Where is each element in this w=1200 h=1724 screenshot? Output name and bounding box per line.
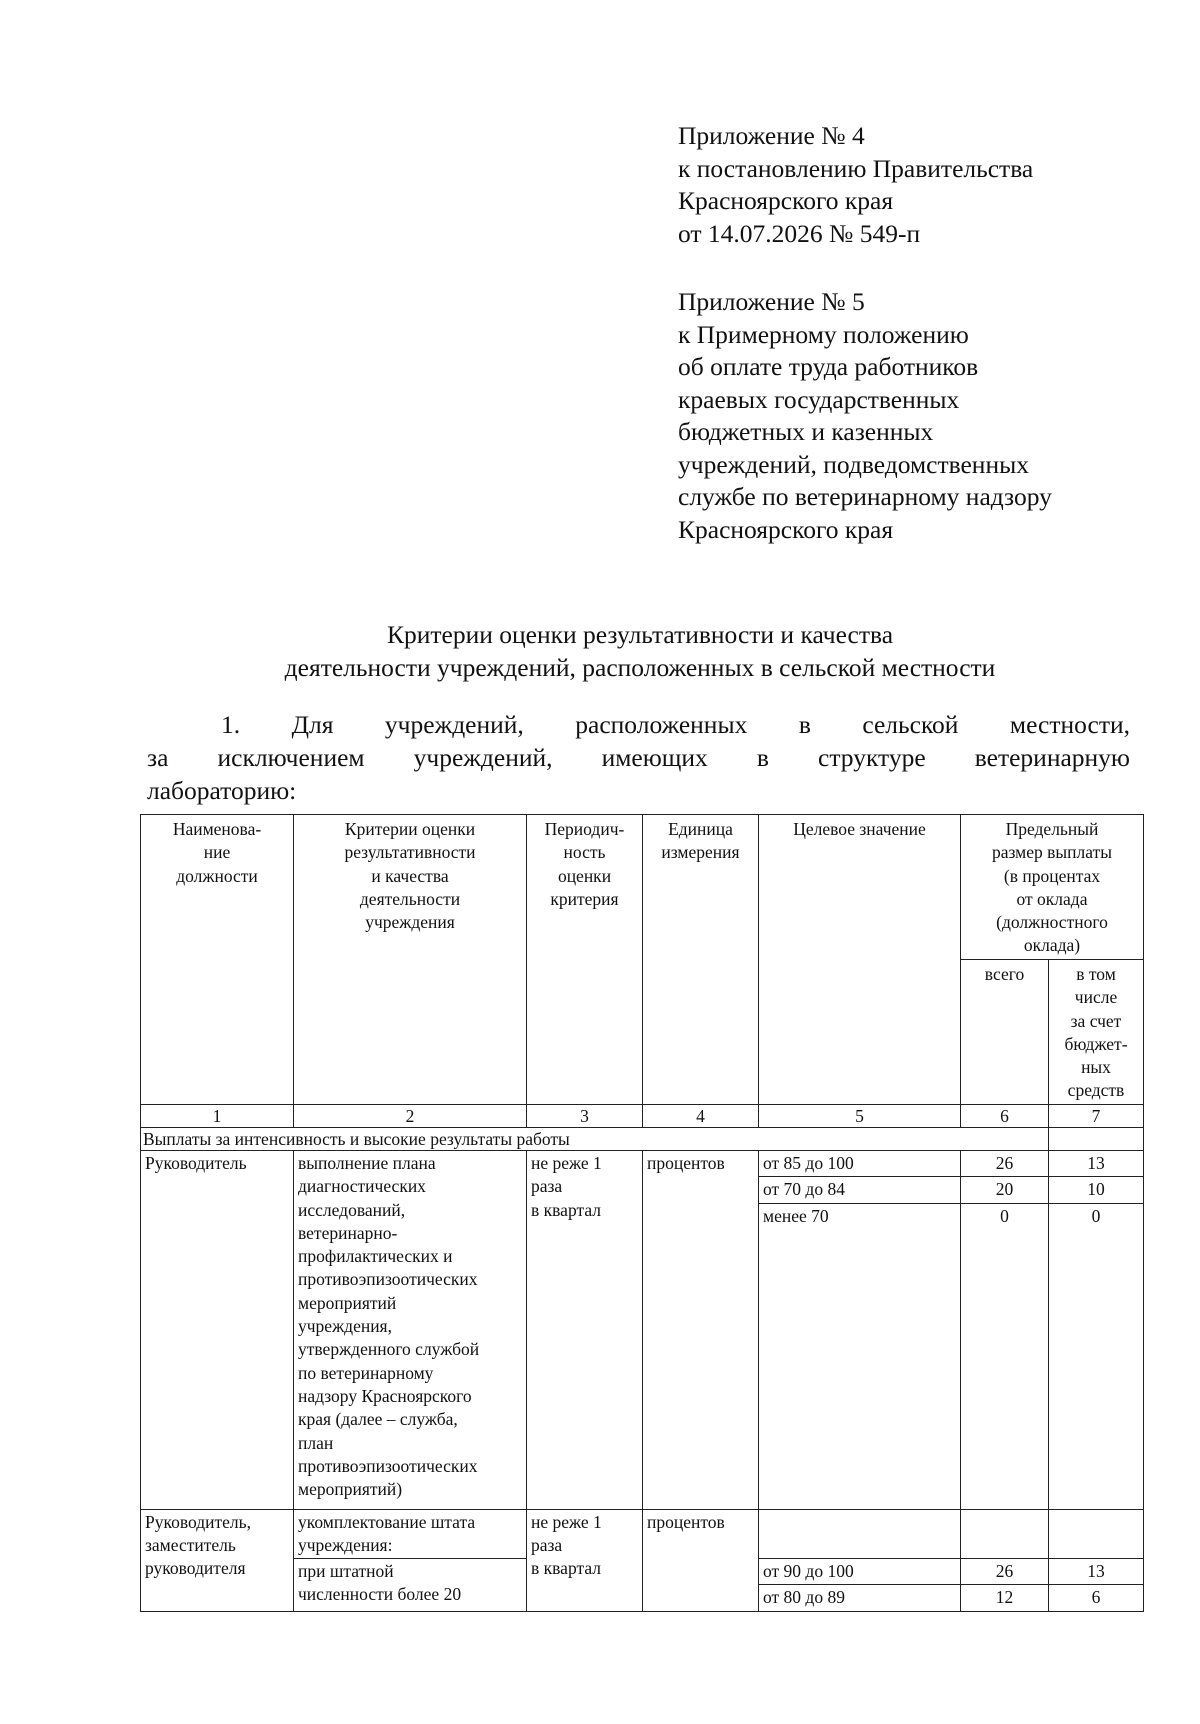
column-number: 1 [141, 1105, 294, 1128]
block1-total: 20 [961, 1177, 1049, 1203]
block1-position: Руководитель [141, 1151, 294, 1510]
header-unit: Единица измерения [643, 815, 759, 1105]
block2-target: от 80 до 89 [759, 1585, 961, 1611]
header-budget: в том числе за счет бюджет- ных средств [1049, 960, 1144, 1105]
paragraph-line-2: за исключением учреждений, имеющих в структуре ветеринарную [147, 743, 1130, 772]
header-total: всего [961, 960, 1049, 1105]
criteria-table [140, 814, 1144, 1612]
appendix-4-line: от 14.07.2026 № 549-п [678, 218, 921, 248]
block2-sub-criterion: при штатной численности более 20 [294, 1559, 527, 1612]
header-periodicity: Периодич- ность оценки критерия [527, 815, 643, 1105]
block1-budget: 0 [1049, 1203, 1144, 1509]
block1-unit: процентов [643, 1151, 759, 1510]
appendix-5-line: к Примерному положению [678, 319, 969, 349]
block2-total-empty [961, 1509, 1049, 1559]
block1-budget: 13 [1049, 1151, 1144, 1177]
block1-total: 0 [961, 1203, 1049, 1509]
block2-target-empty [759, 1509, 961, 1559]
block2-unit: процентов [643, 1509, 759, 1611]
appendix-5-line: краевых государственных [678, 384, 960, 414]
column-number: 7 [1049, 1105, 1144, 1128]
block2-budget: 13 [1049, 1559, 1144, 1585]
appendix-5-line: службе по ветеринарному надзору [678, 482, 1052, 511]
appendix-4-line: к постановлению Правительства [678, 153, 1034, 183]
column-number: 3 [527, 1105, 643, 1128]
appendix-5-line: об оплате труда работников [678, 352, 979, 381]
section-title: Выплаты за интенсивность и высокие результаты работы [141, 1128, 1049, 1151]
header-position: Наименова- ние должности [141, 815, 294, 1105]
column-number: 5 [759, 1105, 961, 1128]
document-title-line-1: Критерии оценки результативности и качества [386, 620, 894, 649]
appendix-5-line: бюджетных и казенных [678, 417, 934, 446]
paragraph-line-1: 1. Для учреждений, расположенных в сельской местности, [221, 710, 1130, 739]
appendix-4-line: Красноярского края [678, 186, 894, 215]
header-target: Целевое значение [759, 815, 961, 1105]
appendix-4-block [678, 120, 1033, 250]
column-number: 2 [294, 1105, 527, 1128]
block1-total: 26 [961, 1151, 1049, 1177]
block1-periodicity: не реже 1 раза в квартал [527, 1151, 643, 1510]
intro-paragraph [147, 708, 1130, 807]
header-max-payment: Предельный размер выплаты (в процентах от оклада (должностного оклада) [961, 815, 1144, 960]
section-empty-cell [1049, 1128, 1144, 1151]
appendix-4-line: Приложение № 4 [678, 121, 865, 150]
column-number: 4 [643, 1105, 759, 1128]
block2-target: от 90 до 100 [759, 1559, 961, 1585]
block2-budget: 6 [1049, 1585, 1144, 1611]
block2-position: Руководитель, заместитель руководителя [141, 1509, 294, 1611]
column-number: 6 [961, 1105, 1049, 1128]
document-title [140, 618, 1140, 684]
block2-criterion: укомплектование штата учреждения: [294, 1509, 527, 1559]
appendix-5-line: Красноярского края [678, 514, 894, 544]
document-title-line-2: деятельности учреждений, расположенных в сельской местности [284, 653, 996, 682]
block2-periodicity: не реже 1 раза в квартал [527, 1509, 643, 1611]
paragraph-line-3: лабораторию: [147, 776, 297, 805]
block1-target: менее 70 [759, 1203, 961, 1509]
block1-budget: 10 [1049, 1177, 1144, 1203]
block2-total: 26 [961, 1559, 1049, 1585]
block1-target: от 70 до 84 [759, 1177, 961, 1203]
appendix-5-line: учреждений, подведомственных [678, 449, 1029, 479]
block2-total: 12 [961, 1585, 1049, 1611]
appendix-5-line: Приложение № 5 [678, 287, 865, 316]
appendix-5-block [678, 286, 1052, 546]
block1-criterion: выполнение плана диагностических исследований, ветеринарно- профилактических и противоэпизоотических мероприятий учреждения, утвержденного службой по ветеринарному надзору Красноярского края (далее – служба, план противоэпизоотических мероприятий) [294, 1151, 527, 1510]
block1-target: от 85 до 100 [759, 1151, 961, 1177]
header-criteria: Критерии оценки результативности и качества деятельности учреждения [294, 815, 527, 1105]
block2-budget-empty [1049, 1509, 1144, 1559]
